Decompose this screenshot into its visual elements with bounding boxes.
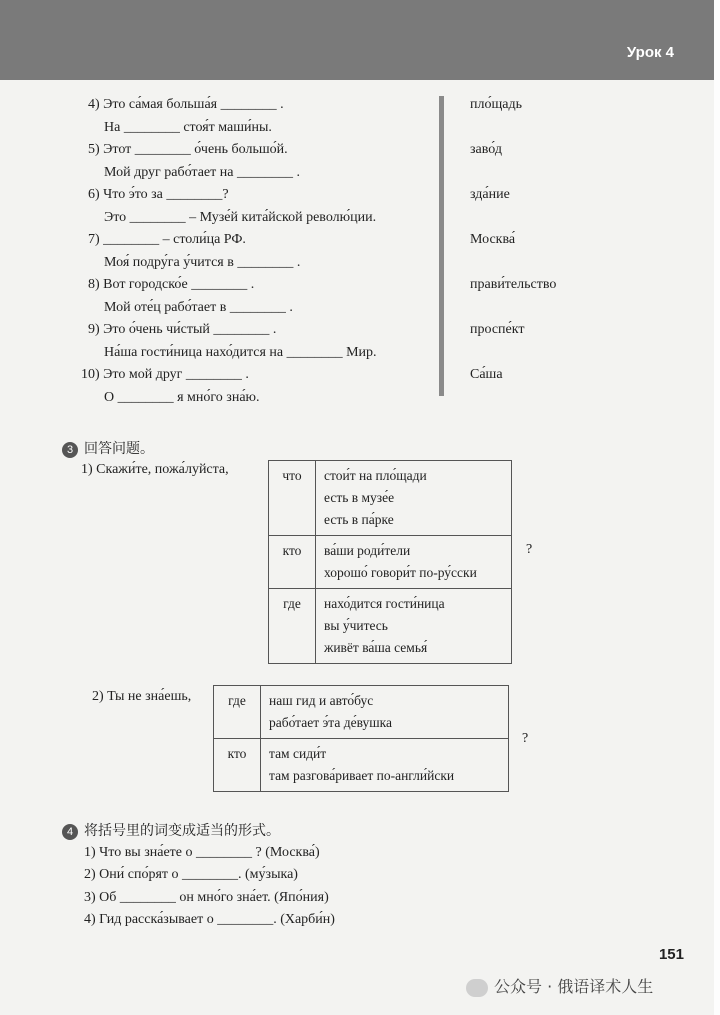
- row-line: наш гид и авто́бус: [269, 693, 374, 708]
- ex4-line: 3) Об ________ он мно́го зна́ет. (Япо́ния): [84, 890, 329, 905]
- page-header: [0, 0, 714, 80]
- exercise-number-badge: 3: [62, 442, 78, 458]
- ex2-line: Мой друг рабо́тает на ________ .: [104, 165, 300, 180]
- word-bank-item: Москва́: [470, 232, 516, 247]
- row-label: где: [269, 589, 316, 664]
- row-line: нахо́дится гости́ница: [324, 596, 445, 611]
- row-label: кто: [269, 536, 316, 589]
- ex2-line: Это ________ – Музе́й кита́йской револю́ции.: [104, 210, 377, 225]
- ex2-line: На́ша гости́ница нахо́дится на ________ Мир.: [104, 345, 377, 360]
- row-line: рабо́тает э́та де́вушка: [269, 715, 392, 730]
- exercise-number-badge: 4: [62, 824, 78, 840]
- row-label: кто: [214, 739, 261, 792]
- question2-table: [213, 685, 509, 792]
- ex4-line: 4) Гид расска́зывает о ________. (Харби́н): [84, 912, 335, 927]
- row-line: вы у́читесь: [324, 618, 388, 633]
- exercise4-title: 将括号里的词变成适当的形式。: [84, 823, 280, 839]
- word-bank-item: зда́ние: [470, 187, 510, 202]
- ex2-line: Моя́ подру́га у́чится в ________ .: [104, 255, 301, 270]
- question-mark: ?: [526, 542, 533, 557]
- row-content: [316, 589, 512, 664]
- ex2-line: 4) Это са́мая больша́я ________ .: [88, 97, 284, 112]
- ex2-line: 7) ________ – столи́ца РФ.: [88, 232, 246, 247]
- row-line: хорошо́ говори́т по-ру́сски: [324, 565, 477, 580]
- table-row: [269, 589, 512, 664]
- watermark-text: 公众号 · 俄语译术人生: [494, 977, 654, 996]
- word-bank-item: заво́д: [470, 142, 502, 157]
- page-number: 151: [658, 946, 684, 963]
- row-line: есть в па́рке: [324, 512, 394, 527]
- question1-intro: 1) Скажи́те, пожа́луйста,: [81, 462, 229, 477]
- table-row: [269, 536, 512, 589]
- table-row: [214, 686, 509, 739]
- question2-intro: 2) Ты не зна́ешь,: [92, 689, 192, 704]
- ex4-line: 1) Что вы зна́ете о ________ ? (Москва́): [84, 845, 320, 860]
- row-content: [316, 461, 512, 536]
- row-line: там сиди́т: [269, 746, 327, 761]
- word-bank-item: прави́тельство: [470, 277, 557, 292]
- ex2-line: На ________ стоя́т маши́ны.: [104, 120, 272, 135]
- lesson-title: Урок 4: [626, 44, 674, 61]
- row-content: [261, 739, 509, 792]
- row-content: [316, 536, 512, 589]
- ex2-line: О ________ я мно́го зна́ю.: [104, 390, 260, 405]
- ex2-line: 9) Это о́чень чи́стый ________ .: [88, 322, 277, 337]
- row-label: что: [269, 461, 316, 536]
- ex2-line: 6) Что э́то за ________?: [88, 187, 229, 202]
- row-label: где: [214, 686, 261, 739]
- exercise3-title: 回答问题。: [84, 441, 154, 457]
- exercise3-heading: [62, 438, 154, 458]
- row-line: живёт ва́ша семья́: [324, 640, 428, 655]
- ex2-line: 10) Это мой друг ________ .: [81, 367, 249, 382]
- table-row: [214, 739, 509, 792]
- exercise4-heading: [62, 820, 280, 840]
- row-line: есть в музе́е: [324, 490, 395, 505]
- ex2-line: Мой оте́ц рабо́тает в ________ .: [104, 300, 293, 315]
- page-edge: [714, 0, 720, 1015]
- wechat-logo-icon: [466, 979, 488, 997]
- word-bank-item: проспе́кт: [470, 322, 525, 337]
- row-line: там разгова́ривает по-англи́йски: [269, 768, 455, 783]
- ex4-line: 2) Они́ спо́рят о ________. (му́зыка): [84, 867, 298, 882]
- divider-bar: [439, 96, 444, 396]
- word-bank-item: Са́ша: [470, 367, 503, 382]
- row-content: [261, 686, 509, 739]
- question-mark: ?: [522, 731, 529, 746]
- question1-table: [268, 460, 512, 664]
- word-bank-item: пло́щадь: [470, 97, 522, 112]
- row-line: стои́т на пло́щади: [324, 468, 427, 483]
- watermark: [466, 974, 653, 997]
- ex2-line: 5) Этот ________ о́чень большо́й.: [88, 142, 288, 157]
- row-line: ва́ши роди́тели: [324, 543, 411, 558]
- ex2-line: 8) Вот городско́е ________ .: [88, 277, 255, 292]
- table-row: [269, 461, 512, 536]
